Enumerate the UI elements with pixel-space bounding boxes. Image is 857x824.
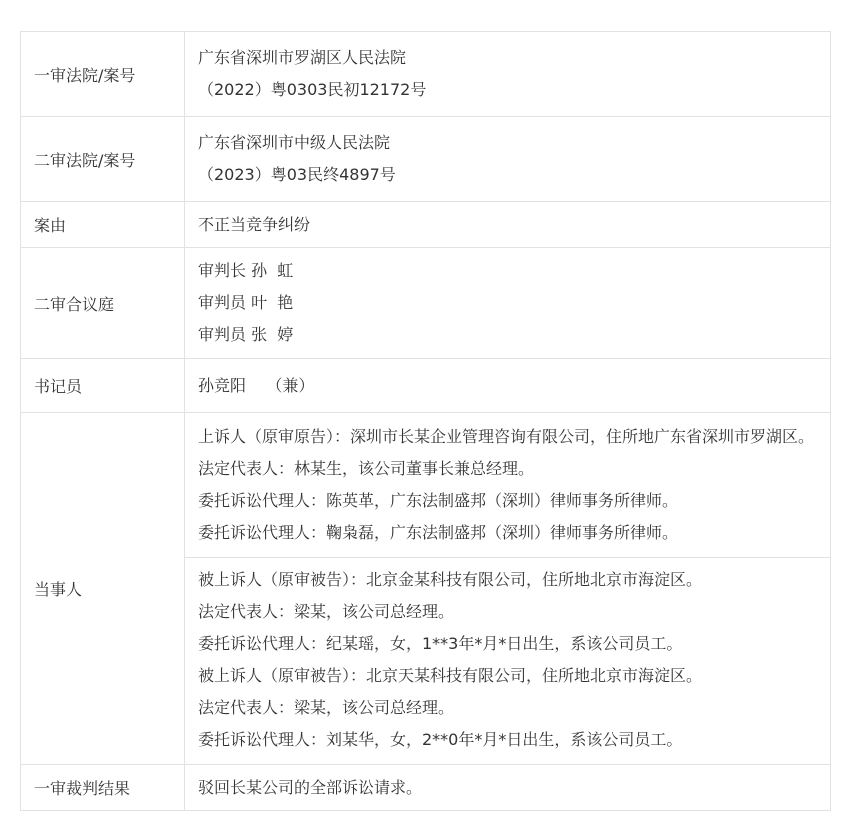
- value-result: [185, 765, 831, 811]
- case-info-table: [20, 31, 831, 811]
- value-second-instance-court: [185, 117, 831, 202]
- first-instance-case-number: （2022）粤0303民初12172号: [198, 80, 427, 99]
- table-row-result: [21, 765, 831, 811]
- label-result: 一审裁判结果: [21, 765, 185, 811]
- appellant-representative: 法定代表人：林某生，该公司董事长兼总经理。: [198, 459, 535, 478]
- label-parties: 当事人: [21, 413, 185, 765]
- table-row-second-instance: [21, 117, 831, 202]
- clerk-text: 孙竞阳 （兼）: [198, 375, 315, 395]
- value-cause: [185, 202, 831, 248]
- value-clerk: [185, 359, 831, 413]
- appellant-block: [185, 413, 830, 557]
- respondent-2-agent: 委托诉讼代理人：刘某华，女，2**0年*月*日出生，系该公司员工。: [198, 730, 683, 749]
- label-panel: 二审合议庭: [21, 248, 185, 359]
- table-row-first-instance: [21, 32, 831, 117]
- table-row-panel: [21, 248, 831, 359]
- appellant-agent-1: 委托诉讼代理人：陈英革，广东法制盛邦（深圳）律师事务所律师。: [198, 491, 679, 510]
- cause-text: 不正当竞争纠纷: [198, 214, 311, 234]
- respondent-1-agent: 委托诉讼代理人：纪某瑶，女，1**3年*月*日出生，系该公司员工。: [198, 634, 683, 653]
- respondent-1-line: 被上诉人（原审被告）：北京金某科技有限公司，住所地北京市海淀区。: [198, 570, 703, 589]
- second-instance-court-name: 广东省深圳市中级人民法院: [198, 133, 391, 152]
- panel-member-chief: 审判长 孙 虹: [198, 261, 294, 280]
- table-row-parties: [21, 413, 831, 765]
- respondent-2-line: 被上诉人（原审被告）：北京天某科技有限公司，住所地北京市海淀区。: [198, 666, 703, 685]
- respondent-2-representative: 法定代表人：梁某，该公司总经理。: [198, 698, 455, 717]
- label-clerk: 书记员: [21, 359, 185, 413]
- label-second-instance-court: 二审法院/案号: [21, 117, 185, 202]
- value-first-instance-court: [185, 32, 831, 117]
- respondent-1-representative: 法定代表人：梁某，该公司总经理。: [198, 602, 455, 621]
- value-panel: [185, 248, 831, 359]
- first-instance-court-name: 广东省深圳市罗湖区人民法院: [198, 48, 407, 67]
- label-first-instance-court: 一审法院/案号: [21, 32, 185, 117]
- panel-member-2: 审判员 叶 艳: [198, 293, 294, 312]
- appellant-agent-2: 委托诉讼代理人：鞠枭磊，广东法制盛邦（深圳）律师事务所律师。: [198, 523, 679, 542]
- result-text: 驳回长某公司的全部诉讼请求。: [198, 777, 423, 797]
- second-instance-case-number: （2023）粤03民终4897号: [198, 165, 396, 184]
- table-row-clerk: [21, 359, 831, 413]
- label-cause: 案由: [21, 202, 185, 248]
- table-row-cause: [21, 202, 831, 248]
- respondent-block: [185, 557, 830, 764]
- value-parties: [185, 413, 831, 765]
- panel-member-3: 审判员 张 婷: [198, 325, 294, 344]
- appellant-line: 上诉人（原审原告）：深圳市长某企业管理咨询有限公司，住所地广东省深圳市罗湖区。: [198, 427, 815, 446]
